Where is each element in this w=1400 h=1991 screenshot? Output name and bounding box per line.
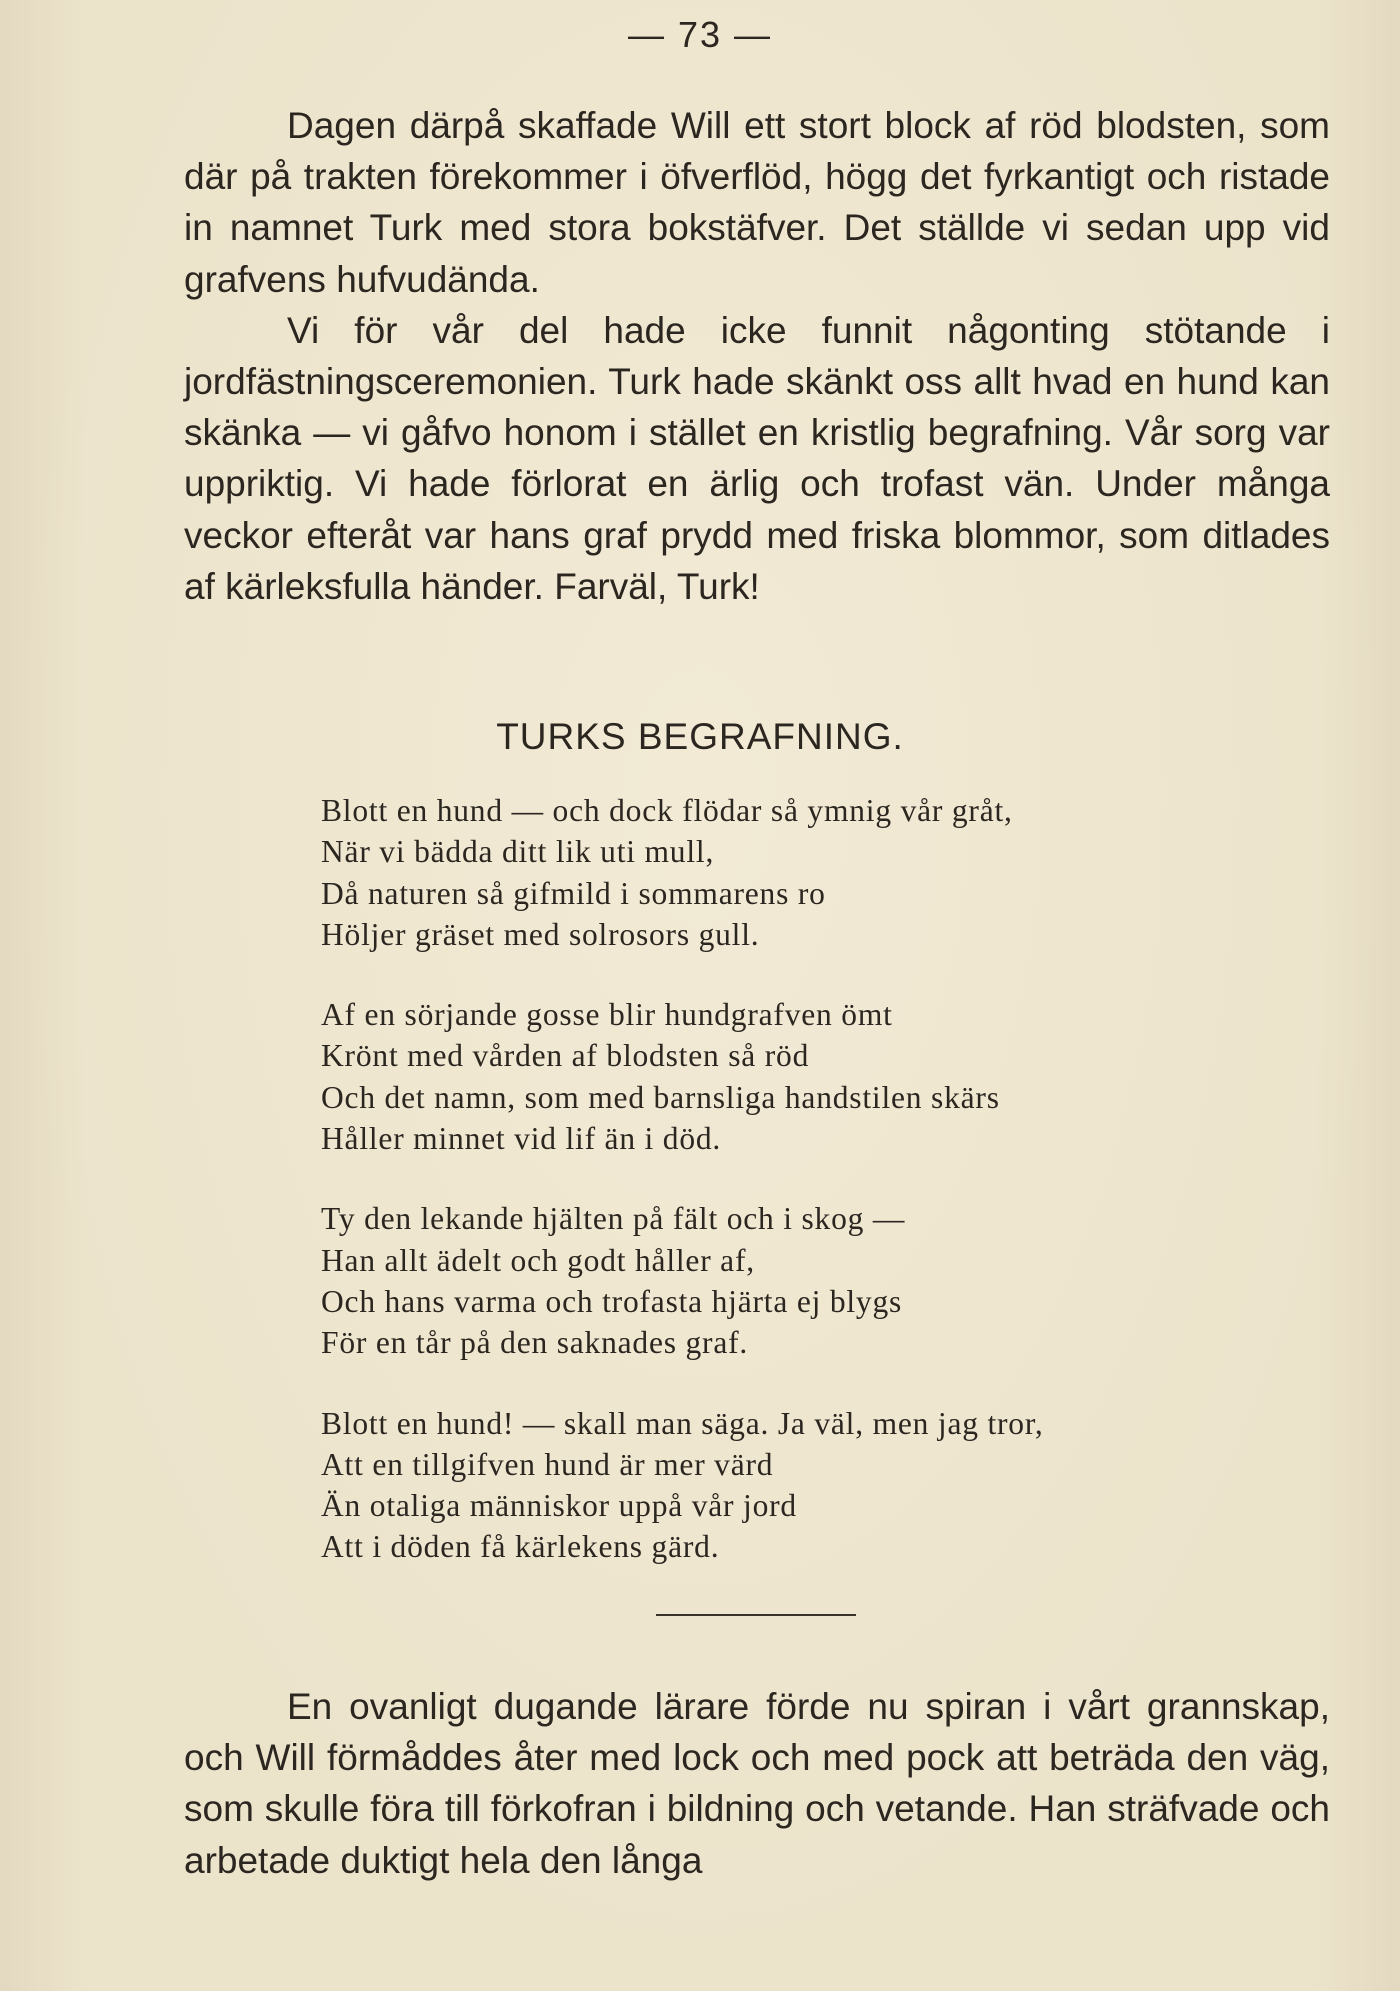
paragraph: Dagen därpå skaffade Will ett stort block af röd blodsten, som där på trakten förekommer i öfverflöd, högg det fyrkantigt och ristade in namnet Turk med stora bokstäfver. Det ställde vi sedan upp vid grafvens hufvudända. xyxy=(184,105,1330,300)
poem-stanza xyxy=(321,994,1281,1159)
poem-line: Af en sörjande gosse blir hundgrafven ömt xyxy=(321,997,893,1033)
poem-line: Och hans varma och trofasta hjärta ej blygs xyxy=(321,1283,903,1319)
poem-line: Att i döden få kärlekens gärd. xyxy=(321,1529,720,1565)
poem-line: När vi bädda ditt lik uti mull, xyxy=(321,834,715,870)
poem-line: Håller minnet vid lif än i död. xyxy=(321,1121,722,1157)
poem-stanza xyxy=(321,1198,1281,1363)
poem-line: Krönt med vården af blodsten så röd xyxy=(321,1038,810,1074)
poem-line: Då naturen så gifmild i sommarens ro xyxy=(321,875,826,911)
poem-stanza xyxy=(321,790,1281,955)
section-separator xyxy=(656,1614,856,1616)
poem-title: TURKS BEGRAFNING. xyxy=(496,716,904,757)
prose-bottom xyxy=(184,1681,1330,1886)
poem-line: Höljer gräset med solrosors gull. xyxy=(321,916,760,952)
poem-line: Än otaliga människor uppå vår jord xyxy=(321,1488,797,1524)
poem-line: Ty den lekande hjälten på fält och i skog — xyxy=(321,1201,906,1237)
poem-line: Blott en hund — och dock flödar så ymnig vår gråt, xyxy=(321,793,1013,828)
poem-line: Blott en hund! — skall man säga. Ja väl, men jag tror, xyxy=(321,1405,1044,1441)
poem-stanza xyxy=(321,1403,1281,1568)
prose-top xyxy=(184,100,1330,612)
page-number: — 73 — xyxy=(627,14,773,55)
poem-line: Att en tillgifven hund är mer värd xyxy=(321,1446,774,1482)
poem-line: Och det namn, som med barnsliga handstilen skärs xyxy=(321,1079,1000,1115)
poem xyxy=(321,790,1281,1568)
poem-line: För en tår på den saknades graf. xyxy=(321,1325,749,1361)
poem-line: Han allt ädelt och godt håller af, xyxy=(321,1242,755,1278)
paragraph: Vi för vår del hade icke funnit någonting stötande i jordfästningsceremonien. Turk hade skänkt oss allt hvad en hund kan skänka — vi gåfvo honom i stället en kristlig begrafning. Vår sorg var uppriktig. Vi hade förlorat en ärlig och trofast vän. Under många veckor efteråt var hans graf prydd med friska blommor, som ditlades af kärleksfulla händer. Farväl, Turk! xyxy=(184,309,1330,607)
paragraph: En ovanligt dugande lärare förde nu spiran i vårt grannskap, och Will förmåddes åter med lock och med pock att beträda den väg, som skulle föra till förkofran i bildning och vetande. Han sträfvade och arbetade duktigt hela den långa xyxy=(184,1686,1330,1881)
